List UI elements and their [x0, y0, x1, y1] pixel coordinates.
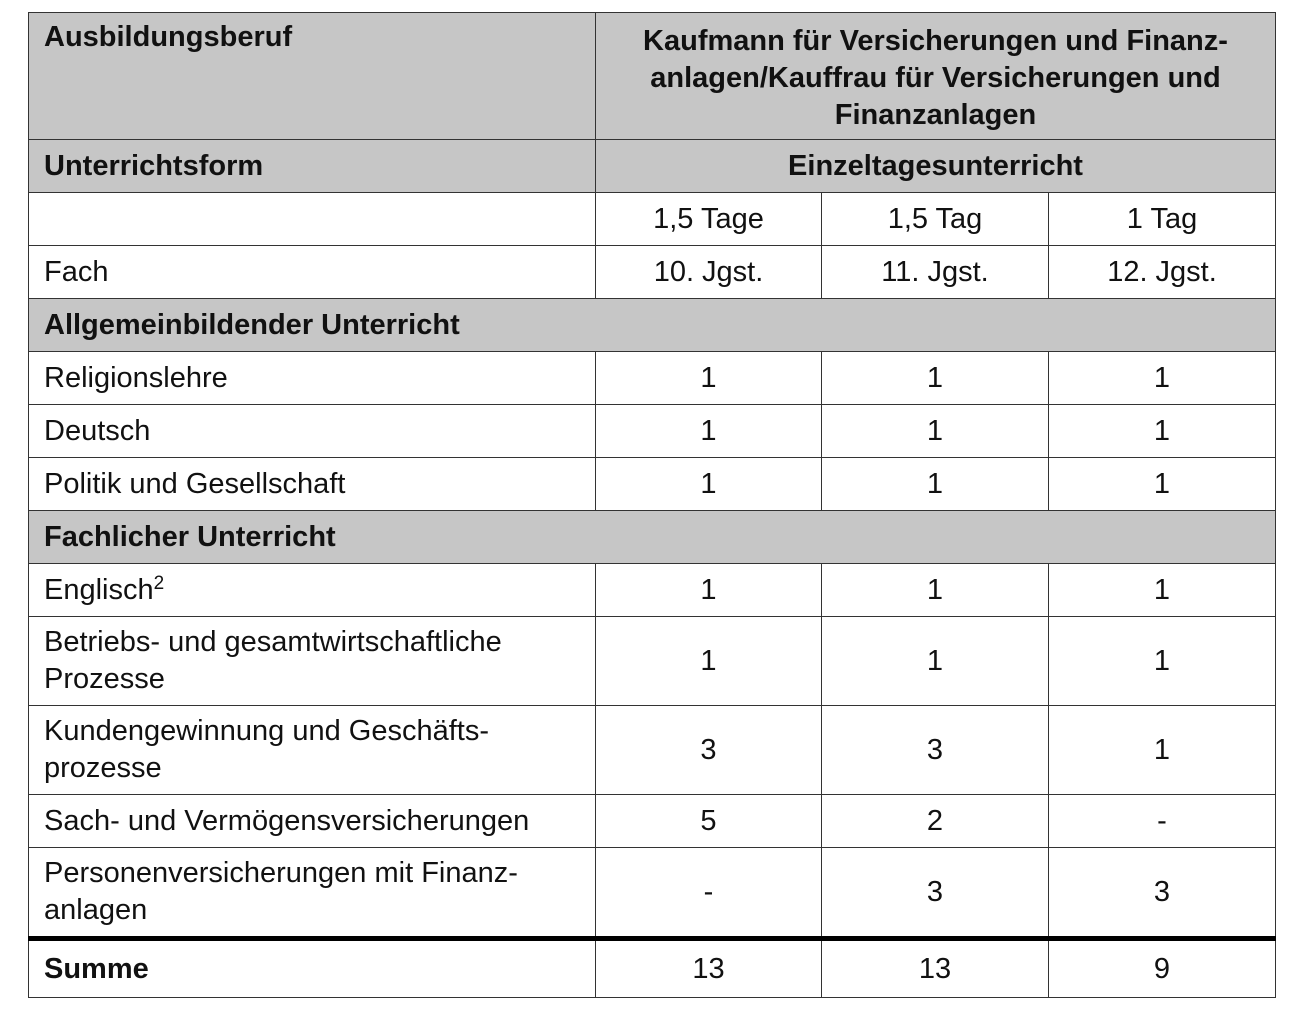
- fach-label: Fach: [29, 246, 596, 299]
- header-row-unterrichtsform: [29, 140, 1276, 193]
- value-cell: 5: [596, 795, 822, 848]
- section-header-allgemein: [29, 299, 1276, 352]
- table-row: [29, 848, 1276, 939]
- value-cell: 1: [822, 458, 1049, 511]
- unterrichtsform-label: Unterrichtsform: [29, 140, 596, 193]
- total-value: 13: [822, 939, 1049, 998]
- section-title: Fachlicher Unterricht: [29, 511, 1276, 564]
- header-row-grades: [29, 246, 1276, 299]
- value-cell: 3: [822, 848, 1049, 939]
- total-value: 9: [1049, 939, 1276, 998]
- value-cell: 1: [822, 564, 1049, 617]
- footnote-marker: 2: [153, 572, 165, 594]
- unterrichtsform-value: Einzeltagesunterricht: [596, 140, 1276, 193]
- ausbildungsberuf-line-3: Finanzanlagen: [834, 98, 1037, 131]
- value-cell: 2: [822, 795, 1049, 848]
- value-cell: 1: [596, 617, 822, 706]
- subject-cell: Sach- und Vermögensversicherungen: [29, 795, 596, 848]
- value-cell: 1: [1049, 564, 1276, 617]
- subject-cell: Betriebs- und gesamtwirtschaftliche Prozesse: [29, 617, 596, 706]
- value-cell: 1: [596, 352, 822, 405]
- table-row: [29, 352, 1276, 405]
- value-cell: 3: [596, 706, 822, 795]
- total-value: 13: [596, 939, 822, 998]
- days-cell: 1,5 Tage: [596, 193, 822, 246]
- subject-text: Englisch: [44, 573, 154, 606]
- grade-cell: 10. Jgst.: [596, 246, 822, 299]
- table-row: [29, 706, 1276, 795]
- subject-line: Personenversicherungen mit Finanz-: [44, 857, 518, 889]
- subject-cell: [29, 564, 596, 617]
- subject-line: anlagen: [44, 894, 148, 926]
- grade-cell: 11. Jgst.: [822, 246, 1049, 299]
- table-row: [29, 795, 1276, 848]
- curriculum-table: [28, 12, 1276, 998]
- value-cell: 1: [1049, 706, 1276, 795]
- table-row: [29, 564, 1276, 617]
- header-row-ausbildungsberuf: [29, 13, 1276, 140]
- value-cell: -: [596, 848, 822, 939]
- grade-cell: 12. Jgst.: [1049, 246, 1276, 299]
- table-row: [29, 458, 1276, 511]
- subject-line: Kundengewinnung und Geschäfts-: [44, 715, 489, 747]
- days-cell: 1,5 Tag: [822, 193, 1049, 246]
- subject-cell: [29, 848, 596, 939]
- subject-cell: Religionslehre: [29, 352, 596, 405]
- value-cell: 1: [1049, 352, 1276, 405]
- value-cell: 1: [596, 405, 822, 458]
- value-cell: 1: [596, 564, 822, 617]
- header-row-days: [29, 193, 1276, 246]
- value-cell: 3: [1049, 848, 1276, 939]
- value-cell: 1: [822, 405, 1049, 458]
- value-cell: 1: [1049, 617, 1276, 706]
- days-empty-cell: [29, 193, 596, 246]
- ausbildungsberuf-label: Ausbildungsberuf: [29, 13, 596, 140]
- value-cell: -: [1049, 795, 1276, 848]
- value-cell: 1: [822, 617, 1049, 706]
- days-cell: 1 Tag: [1049, 193, 1276, 246]
- subject-line: prozesse: [44, 752, 162, 784]
- section-title: Allgemeinbildender Unterricht: [29, 299, 1276, 352]
- value-cell: 1: [822, 352, 1049, 405]
- value-cell: 3: [822, 706, 1049, 795]
- total-label: Summe: [29, 939, 596, 998]
- value-cell: 1: [1049, 405, 1276, 458]
- ausbildungsberuf-value: [596, 13, 1276, 140]
- ausbildungsberuf-line-1: Kaufmann für Versicherungen und Finanz-: [643, 24, 1228, 57]
- value-cell: 1: [1049, 458, 1276, 511]
- section-header-fachlich: [29, 511, 1276, 564]
- ausbildungsberuf-line-2: anlagen/Kauffrau für Versicherungen und: [650, 61, 1221, 94]
- subject-cell: Deutsch: [29, 405, 596, 458]
- subject-cell: Politik und Gesellschaft: [29, 458, 596, 511]
- total-row: [29, 939, 1276, 998]
- subject-cell: [29, 706, 596, 795]
- value-cell: 1: [596, 458, 822, 511]
- table-row: [29, 617, 1276, 706]
- table-row: [29, 405, 1276, 458]
